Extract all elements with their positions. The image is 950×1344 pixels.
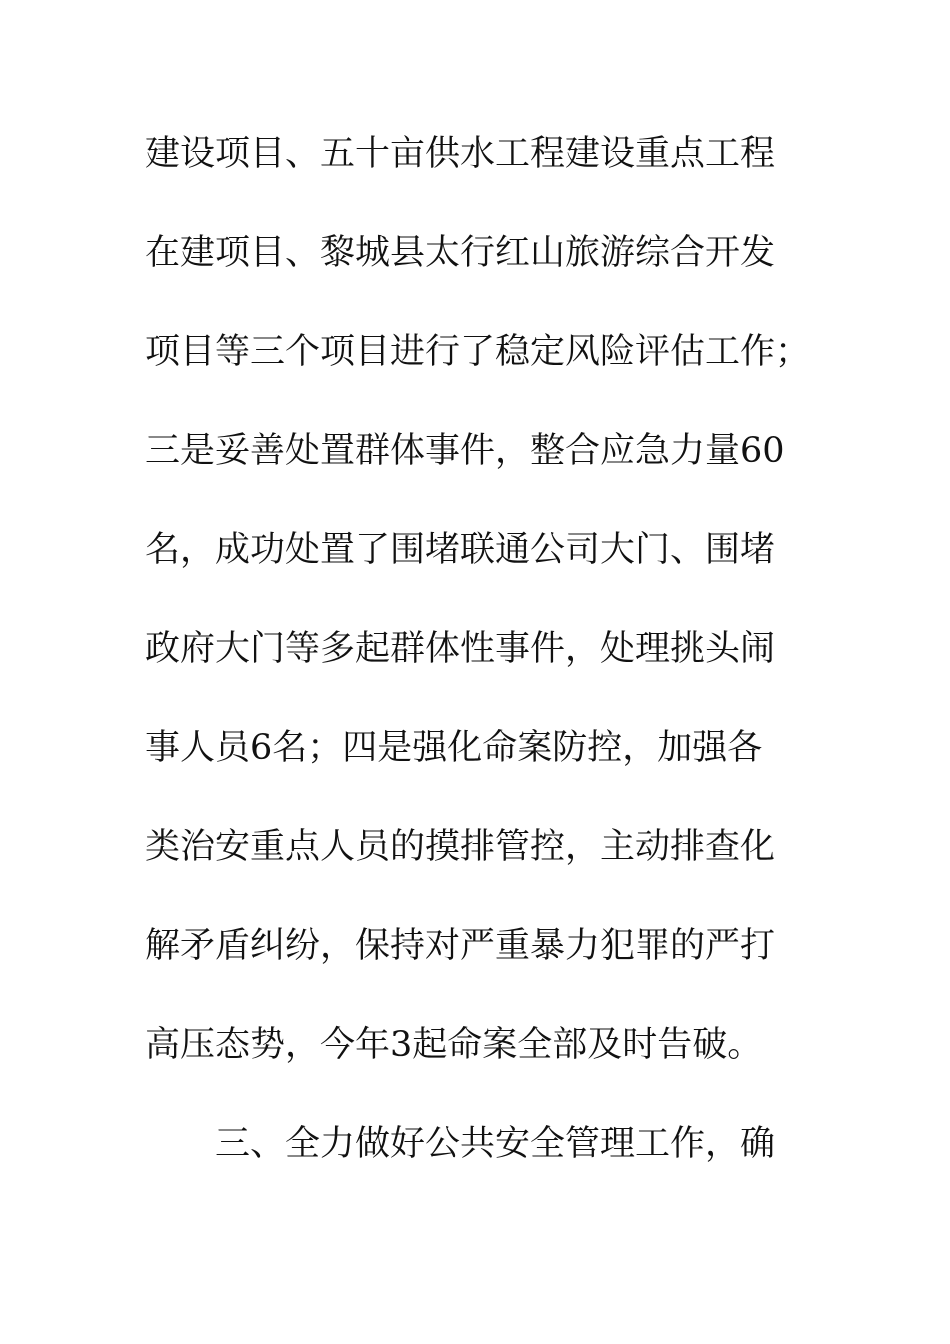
text-line: 三是妥善处置群体事件，整合应急力量60 [145,431,785,471]
text-line: 项目等三个项目进行了稳定风险评估工作； [145,332,811,372]
text-line: 政府大门等多起群体性事件，处理挑头闹 [145,629,776,669]
text-line: 类治安重点人员的摸排管控，主动排查化 [145,827,776,867]
text-line: 解矛盾纠纷，保持对严重暴力犯罪的严打 [145,926,776,966]
text-line: 高压态势，今年3起命案全部及时告破。 [145,1025,763,1065]
text-line: 名，成功处置了围堵联通公司大门、围堵 [145,530,776,570]
text-line: 在建项目、黎城县太行红山旅游综合开发 [145,233,776,273]
section-heading-line: 三、全力做好公共安全管理工作，确 [215,1124,776,1164]
text-line: 建设项目、五十亩供水工程建设重点工程 [145,134,776,174]
body-text [145,124,825,1213]
text-line: 事人员6名；四是强化命案防控，加强各 [145,728,763,768]
